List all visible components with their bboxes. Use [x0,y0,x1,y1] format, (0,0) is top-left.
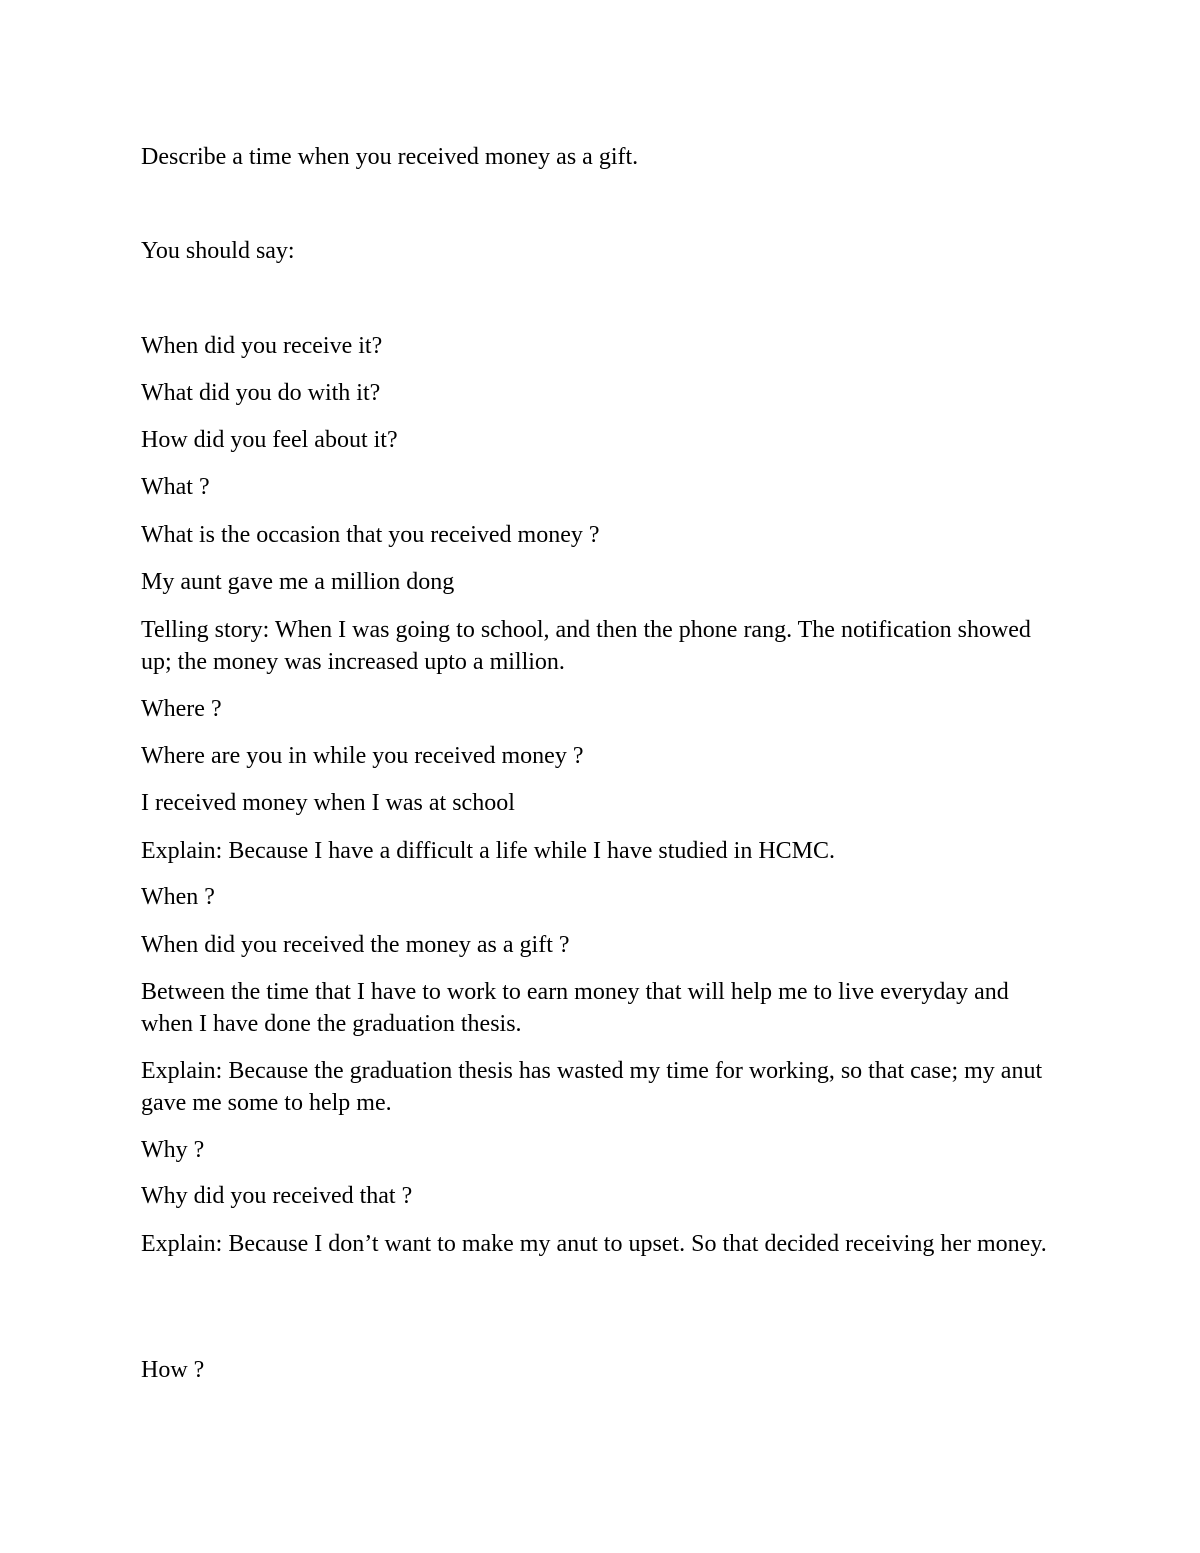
section-heading: When ? [141,884,215,910]
answer-text: Explain: Because I have a difficult a life while I have studied in HCMC. [141,838,836,864]
question-item: When did you receive it? [141,333,383,359]
question-item: How did you feel about it? [141,427,398,453]
section-heading: Why ? [141,1137,205,1163]
answer-text: My aunt gave me a million dong [141,569,455,595]
question-item: What is the occasion that you received money ? [141,522,600,548]
question-item: Where are you in while you received money ? [141,743,584,769]
answer-text: Between the time that I have to work to earn money that will help me to live everyday and when I have done the graduation thesis. [141,979,1009,1037]
answer-text: Explain: Because I don’t want to make my anut to upset. So that decided receiving her money. [141,1231,1047,1257]
answer-text: Telling story: When I was going to school, and then the phone rang. The notification showed up; the money was increased upto a million. [141,617,1031,675]
question-item: What did you do with it? [141,380,381,406]
question-item: When did you received the money as a gift ? [141,932,570,958]
prompt-heading: Describe a time when you received money as a gift. [141,144,639,170]
question-item: Why did you received that ? [141,1183,413,1209]
section-heading: Where ? [141,696,222,722]
section-heading: What ? [141,474,210,500]
answer-text: I received money when I was at school [141,790,515,816]
instruction-text: You should say: [141,238,295,264]
section-heading: How ? [141,1357,205,1383]
answer-text: Explain: Because the graduation thesis has wasted my time for working, so that case; my anut gave me some to help me. [141,1058,1043,1116]
